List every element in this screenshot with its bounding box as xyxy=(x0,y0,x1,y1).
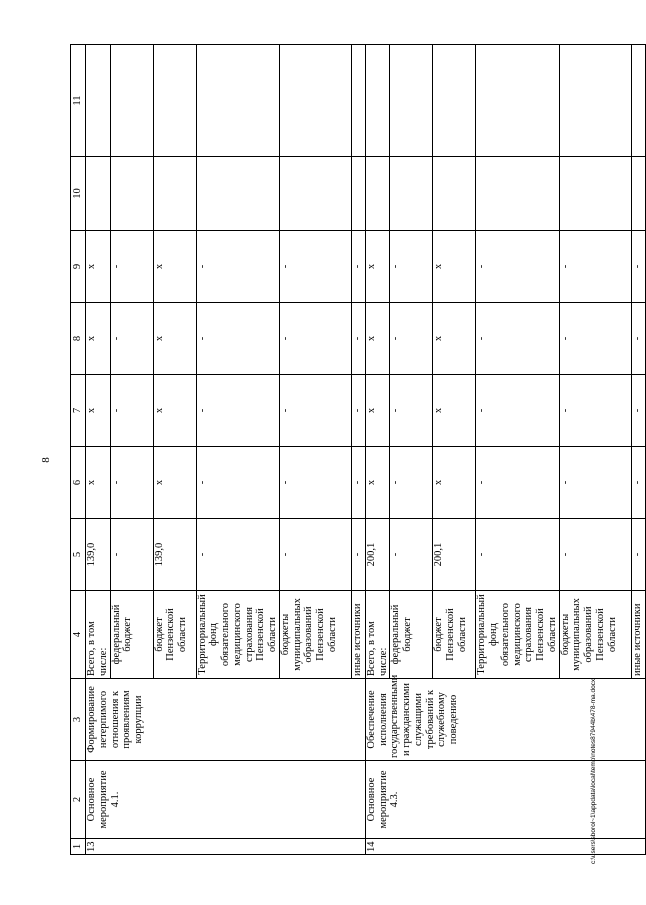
value-cell-5: - xyxy=(279,519,351,591)
value-cell-7: - xyxy=(631,375,645,447)
empty-cell xyxy=(196,157,279,231)
measure-name-cell: Формирование нетерпимого отношения к проявлениям коррупции xyxy=(86,679,366,761)
page-number: 8 xyxy=(40,457,52,463)
row-number-cell: 13 xyxy=(86,839,366,855)
value-cell-8: - xyxy=(279,303,351,375)
column-number-cell: 4 xyxy=(71,591,86,679)
column-number-cell: 9 xyxy=(71,231,86,303)
value-cell-5: - xyxy=(110,519,153,591)
column-number-cell: 11 xyxy=(71,45,86,157)
empty-cell xyxy=(559,45,631,157)
value-cell-9: х xyxy=(365,231,390,303)
empty-cell xyxy=(433,45,476,157)
table-row xyxy=(365,45,390,855)
value-cell-9: х xyxy=(433,231,476,303)
empty-cell xyxy=(279,45,351,157)
empty-cell xyxy=(390,157,433,231)
funding-source-cell: Всего, в том числе: xyxy=(365,591,390,679)
funding-source-cell: федеральный бюджет xyxy=(390,591,433,679)
value-cell-7: - xyxy=(559,375,631,447)
empty-cell xyxy=(351,157,365,231)
value-cell-6: - xyxy=(476,447,559,519)
empty-cell xyxy=(476,45,559,157)
funding-source-cell: бюджеты муниципальных образований Пензенской области xyxy=(559,591,631,679)
column-number-cell: 2 xyxy=(71,761,86,839)
value-cell-5: - xyxy=(476,519,559,591)
value-cell-7: - xyxy=(279,375,351,447)
value-cell-8: х xyxy=(153,303,196,375)
funding-source-cell: Всего, в том числе: xyxy=(86,591,111,679)
value-cell-9: х xyxy=(86,231,111,303)
value-cell-8: - xyxy=(476,303,559,375)
column-number-cell: 10 xyxy=(71,157,86,231)
value-cell-7: - xyxy=(110,375,153,447)
value-cell-7: х xyxy=(86,375,111,447)
value-cell-6: - xyxy=(631,447,645,519)
value-cell-6: - xyxy=(196,447,279,519)
empty-cell xyxy=(476,157,559,231)
value-cell-9: - xyxy=(390,231,433,303)
value-cell-5: 200,1 xyxy=(365,519,390,591)
measure-type-cell: Основное мероприятие 4.3. xyxy=(365,761,645,839)
value-cell-7: х xyxy=(365,375,390,447)
value-cell-8: х xyxy=(365,303,390,375)
value-cell-5: - xyxy=(631,519,645,591)
empty-cell xyxy=(86,157,111,231)
value-cell-6: - xyxy=(279,447,351,519)
funding-source-cell: бюджеты муниципальных образований Пензенской области xyxy=(279,591,351,679)
empty-cell xyxy=(631,45,645,157)
empty-cell xyxy=(559,157,631,231)
value-cell-7: - xyxy=(390,375,433,447)
row-number-cell: 14 xyxy=(365,839,645,855)
funding-source-cell: бюджет Пензенской области xyxy=(433,591,476,679)
empty-cell xyxy=(153,157,196,231)
value-cell-8: х xyxy=(86,303,111,375)
empty-cell xyxy=(110,45,153,157)
funding-source-cell: бюджет Пензенской области xyxy=(153,591,196,679)
empty-cell xyxy=(110,157,153,231)
value-cell-5: - xyxy=(351,519,365,591)
value-cell-5: 200,1 xyxy=(433,519,476,591)
measure-type-cell: Основное мероприятие 4.1. xyxy=(86,761,366,839)
empty-cell xyxy=(365,45,390,157)
value-cell-6: х xyxy=(153,447,196,519)
funding-source-cell: федеральный бюджет xyxy=(110,591,153,679)
empty-cell xyxy=(86,45,111,157)
funding-source-cell: иные источники xyxy=(631,591,645,679)
column-number-row xyxy=(71,45,86,855)
value-cell-9: - xyxy=(631,231,645,303)
value-cell-9: - xyxy=(559,231,631,303)
value-cell-7: - xyxy=(476,375,559,447)
funding-source-cell: иные источники xyxy=(351,591,365,679)
value-cell-9: - xyxy=(196,231,279,303)
empty-cell xyxy=(631,157,645,231)
value-cell-5: - xyxy=(559,519,631,591)
column-number-cell: 5 xyxy=(71,519,86,591)
value-cell-6: х xyxy=(433,447,476,519)
budget-table-sheet xyxy=(70,45,643,855)
value-cell-6: - xyxy=(351,447,365,519)
funding-source-cell: Территориальный фонд обязательного медицинского страхования Пензенской области xyxy=(196,591,279,679)
empty-cell xyxy=(390,45,433,157)
value-cell-9: - xyxy=(110,231,153,303)
value-cell-7: х xyxy=(153,375,196,447)
value-cell-9: х xyxy=(153,231,196,303)
value-cell-9: - xyxy=(351,231,365,303)
value-cell-6: - xyxy=(390,447,433,519)
file-path-text: c:\users\sborol~1\appdata\local\temp\notes87944b\478-ma.docx xyxy=(590,678,597,864)
value-cell-5: 139,0 xyxy=(86,519,111,591)
value-cell-5: - xyxy=(390,519,433,591)
value-cell-8: - xyxy=(196,303,279,375)
value-cell-9: - xyxy=(476,231,559,303)
value-cell-8: - xyxy=(390,303,433,375)
value-cell-8: - xyxy=(110,303,153,375)
value-cell-6: х xyxy=(86,447,111,519)
empty-cell xyxy=(196,45,279,157)
empty-cell xyxy=(279,157,351,231)
empty-cell xyxy=(433,157,476,231)
value-cell-8: - xyxy=(351,303,365,375)
empty-cell xyxy=(351,45,365,157)
budget-table xyxy=(70,44,646,855)
column-number-cell: 3 xyxy=(71,679,86,761)
column-number-cell: 6 xyxy=(71,447,86,519)
column-number-cell: 1 xyxy=(71,839,86,855)
value-cell-5: 139,0 xyxy=(153,519,196,591)
value-cell-8: - xyxy=(559,303,631,375)
empty-cell xyxy=(365,157,390,231)
value-cell-6: - xyxy=(559,447,631,519)
value-cell-7: х xyxy=(433,375,476,447)
measure-name-cell: Обеспечение исполнения государственными и гражданскими служащими требований к служебному поведению xyxy=(365,679,645,761)
value-cell-7: - xyxy=(196,375,279,447)
empty-cell xyxy=(153,45,196,157)
value-cell-5: - xyxy=(196,519,279,591)
value-cell-8: х xyxy=(433,303,476,375)
value-cell-7: - xyxy=(351,375,365,447)
funding-source-cell: Территориальный фонд обязательного медицинского страхования Пензенской области xyxy=(476,591,559,679)
table-row xyxy=(86,45,111,855)
value-cell-6: х xyxy=(365,447,390,519)
value-cell-6: - xyxy=(110,447,153,519)
column-number-cell: 8 xyxy=(71,303,86,375)
value-cell-9: - xyxy=(279,231,351,303)
value-cell-8: - xyxy=(631,303,645,375)
column-number-cell: 7 xyxy=(71,375,86,447)
